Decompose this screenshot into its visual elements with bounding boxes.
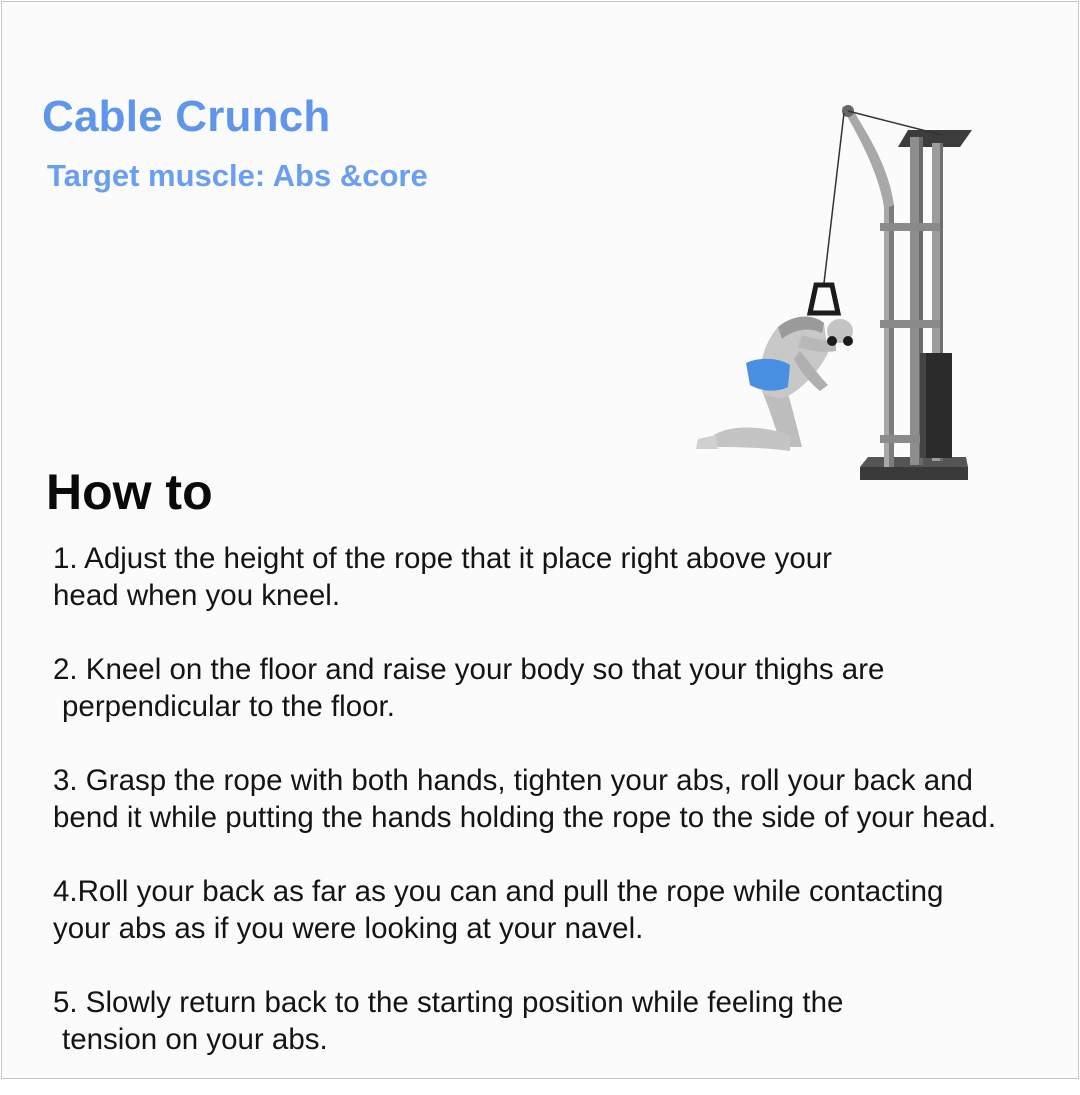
instruction-line: head when you kneel.: [53, 579, 341, 612]
hand-left: [827, 336, 837, 346]
instruction-step: [53, 984, 1077, 1058]
machine-arm: [842, 105, 894, 467]
instruction-line: 4.Roll your back as far as you can and pull the rope while contacting: [53, 875, 944, 908]
machine-arm-shade: [889, 205, 894, 467]
how-to-heading: How to: [46, 464, 213, 520]
instruction-line: your abs as if you were looking at your navel.: [53, 912, 644, 945]
machine-base: [860, 467, 968, 480]
instruction-line: 3. Grasp the rope with both hands, tighten your abs, roll your back and: [53, 764, 973, 797]
instruction-step: [53, 873, 1077, 947]
weight-stack-edge: [920, 353, 926, 458]
brace-top: [880, 223, 940, 231]
instruction-line: 2. Kneel on the floor and raise your body so that your thighs are: [53, 653, 885, 686]
upright-front: [910, 137, 919, 465]
instruction-line: 1. Adjust the height of the rope that it place right above your: [53, 542, 832, 575]
abs-highlight: [746, 359, 790, 391]
rope-handle: [810, 285, 838, 313]
instruction-line: bend it while putting the hands holding the rope to the side of your head.: [53, 801, 997, 834]
foot: [696, 435, 718, 449]
hand-right: [843, 336, 853, 346]
cable-rope: [824, 113, 844, 283]
instruction-step: [53, 651, 1077, 725]
instruction-line: 5. Slowly return back to the starting position while feeling the: [53, 986, 844, 1019]
target-muscle-label: Target muscle: Abs &core: [47, 158, 428, 193]
cable-crunch-illustration: [690, 95, 990, 490]
exercise-title: Cable Crunch: [42, 92, 331, 141]
instruction-line: tension on your abs.: [62, 1023, 328, 1056]
instruction-list: [53, 540, 1077, 1095]
brace-middle: [880, 320, 940, 328]
instruction-step: [53, 540, 1077, 614]
instruction-step: [53, 762, 1077, 836]
instruction-line: perpendicular to the floor.: [62, 690, 395, 723]
